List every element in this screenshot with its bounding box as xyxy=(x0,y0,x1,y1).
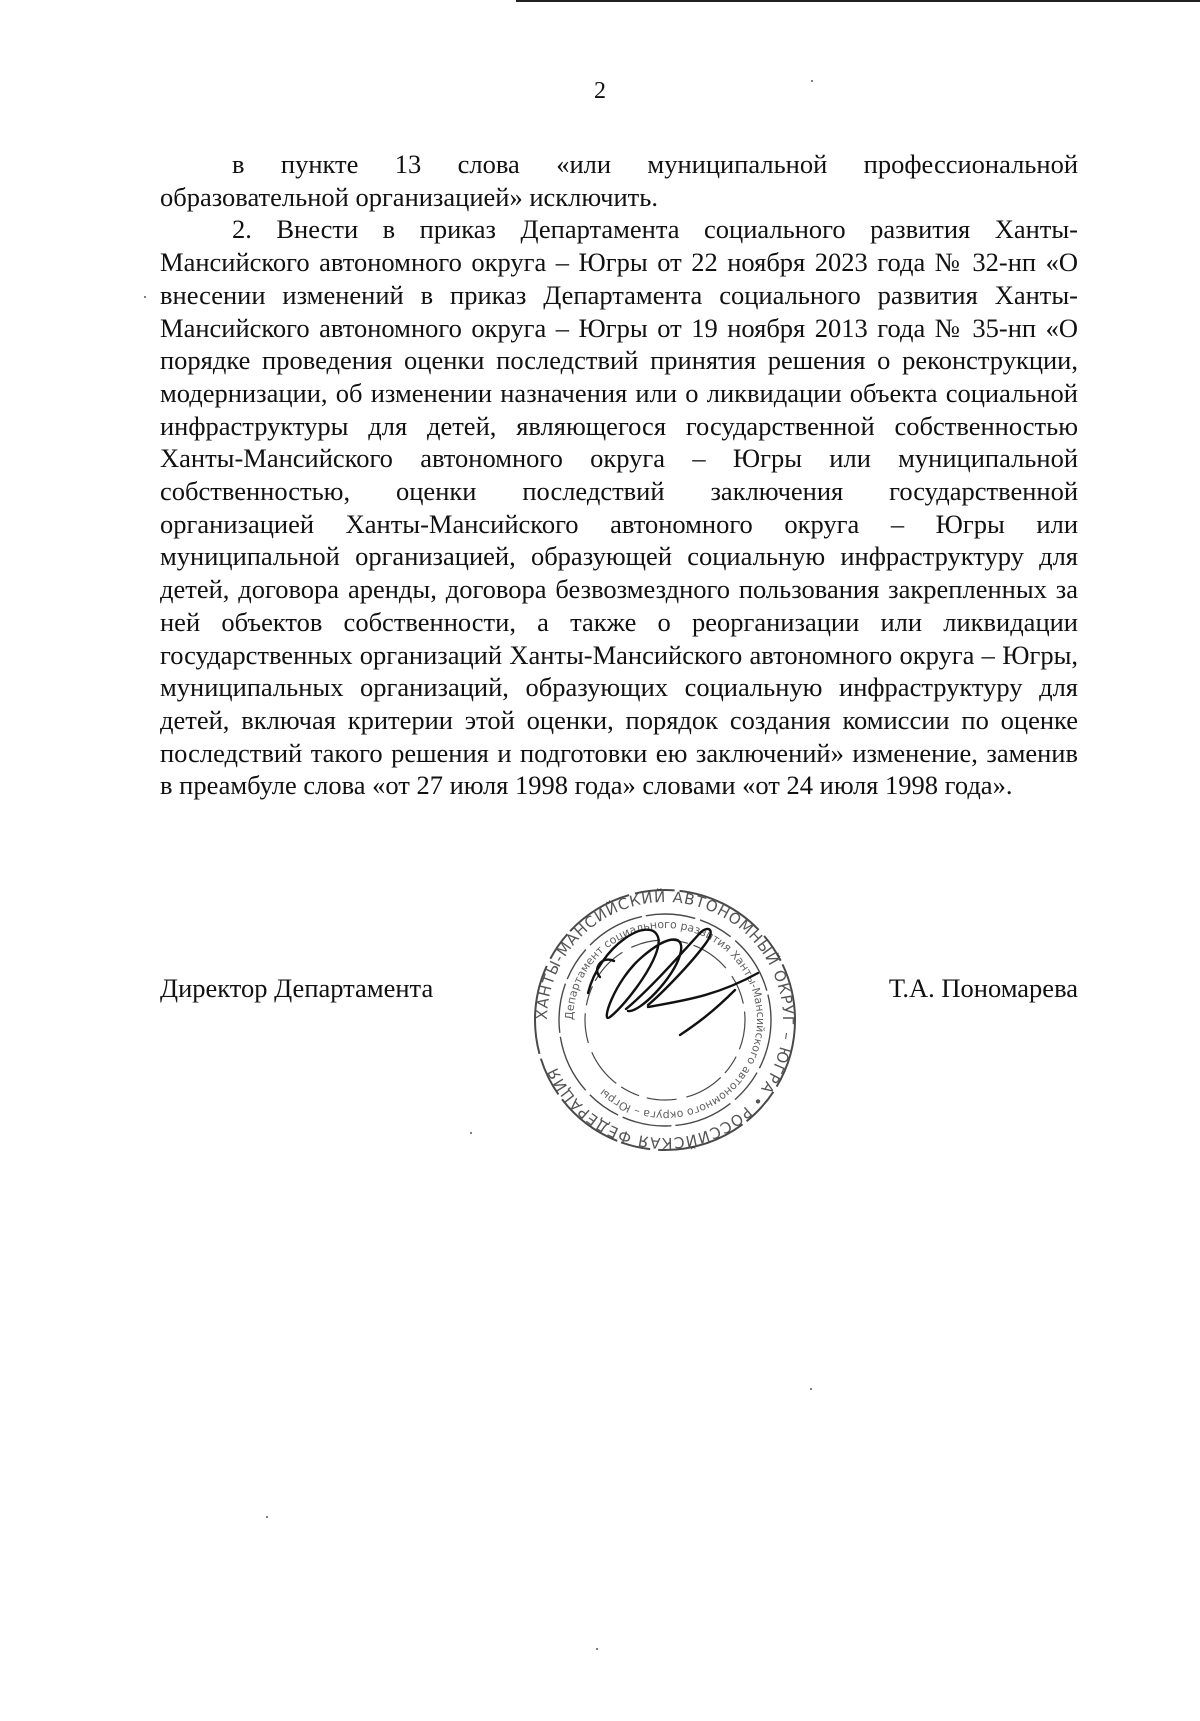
scan-speck xyxy=(144,296,146,298)
signatory-name: Т.А. Пономарева xyxy=(888,973,1078,1003)
scan-speck xyxy=(810,1388,812,1390)
paragraph-item-2: 2. Внести в приказ Департамента социального развития Ханты-Мансийского автономного округа – Югры от 22 ноября 2023 года № 32-нп «О внесении изменений в приказ Департамента социального развития Ханты-Мансийского автономного округа – Югры от 19 ноября 2013 года № 35-нп «О порядке проведения оценки последствий принятия решения о реконструкции, модернизации, об изменении назначения или о ликвидации объекта социальной инфраструктуры для детей, являющегося государственной собственностью Ханты-Мансийского автономного округа – Югры или муниципальной собственностью, оценки последствий заключения государственной организацией Ханты-Мансийского автономного округа – Югры или муниципальной организацией, образующей социальную инфраструктуру для детей, договора аренды, договора безвозмездного пользования закрепленных за ней объектов собственности, а также о реорганизации или ликвидации государственных организаций Ханты-Мансийского автономного округа – Югры, муниципальных организаций, образующих социальную инфраструктуру для детей, включая критерии этой оценки, порядок создания комиссии по оценке последствий такого решения и подготовки ею заключений» изменение, заменив в преамбуле слова «от 27 июля 1998 года» словами «от 24 июля 1998 года». xyxy=(160,214,1078,801)
svg-text:Департамент социального развит xyxy=(563,918,767,1122)
scan-speck xyxy=(470,1132,472,1134)
seal-inner-text: Департамент социального развития Ханты-Мансийского автономного округа – Югры xyxy=(562,917,768,1123)
top-edge-line xyxy=(516,0,1200,2)
seal-outer-text: ХАНТЫ-МАНСИЙСКИЙ АВТОНОМНЫЙ ОКРУГ – ЮГРА • РОССИЙСКАЯ ФЕДЕРАЦИЯ xyxy=(532,887,798,1153)
official-seal xyxy=(530,885,800,1155)
paragraph-clause-13: в пункте 13 слова «или муниципальной профессиональной образовательной организацией» исключить. xyxy=(160,149,1078,212)
signatory-title: Директор Департамента xyxy=(160,973,434,1003)
scan-speck xyxy=(811,80,813,82)
page-number: 2 xyxy=(594,78,606,104)
scan-speck xyxy=(266,1516,268,1518)
document-body xyxy=(160,148,1078,802)
scan-speck xyxy=(596,1648,598,1650)
